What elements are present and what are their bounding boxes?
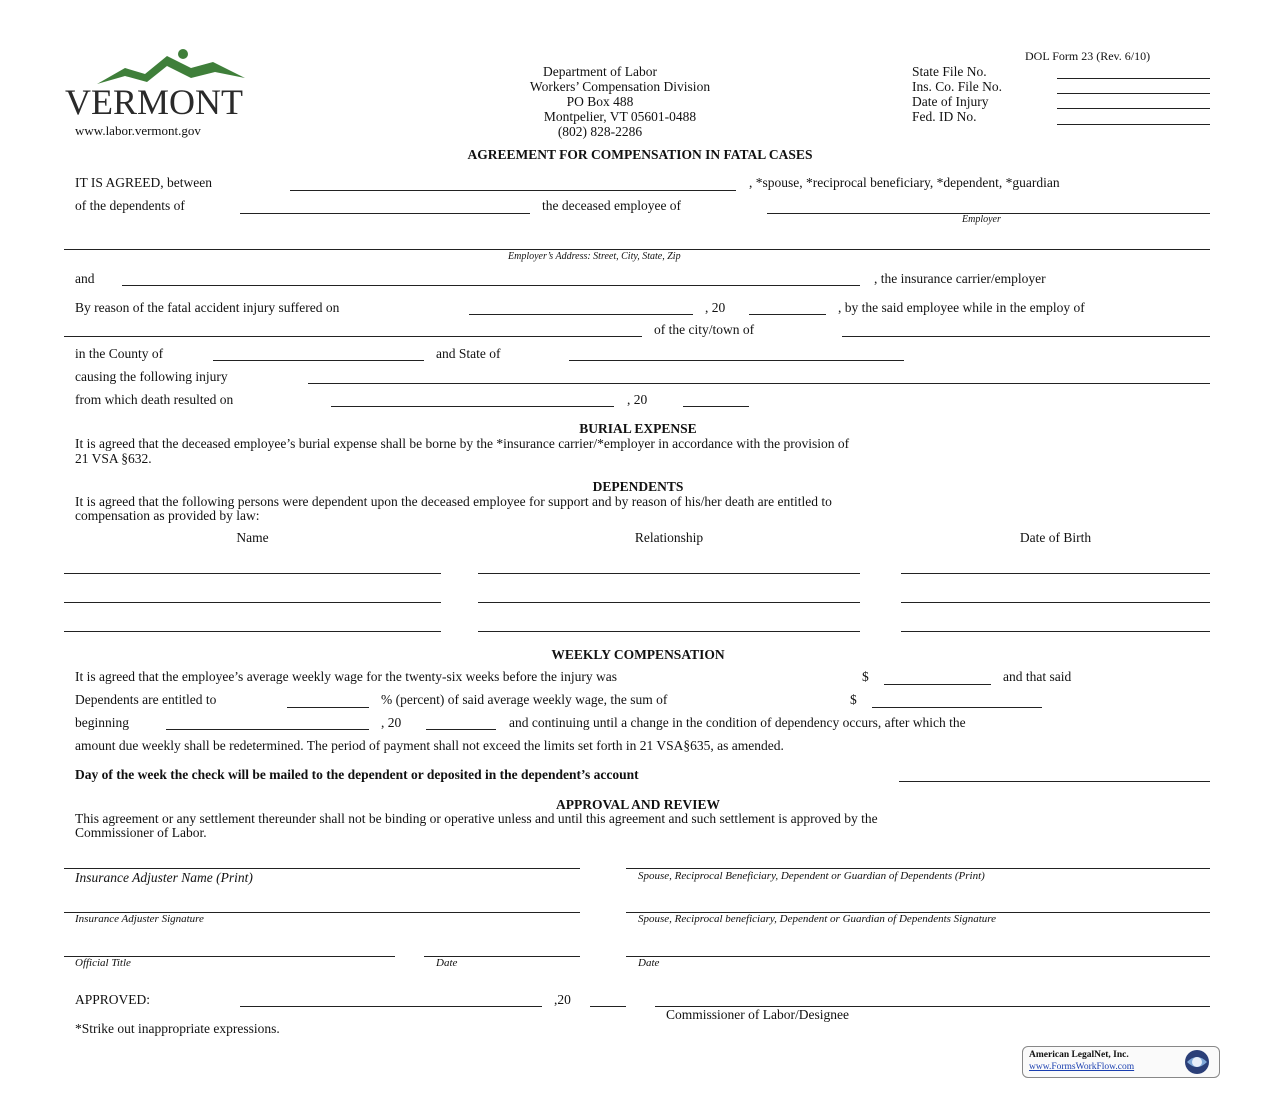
carrier-label: , the insurance carrier/employer: [874, 271, 1046, 286]
form-title: AGREEMENT FOR COMPENSATION IN FATAL CASES: [467, 147, 813, 162]
spouse-print-caption: Spouse, Reciprocal Beneficiary, Dependent or Guardian of Dependents (Print): [638, 870, 985, 882]
state-label: and State of: [436, 346, 501, 361]
dependents-entitled-label: Dependents are entitled to: [75, 692, 217, 707]
official-title-input[interactable]: [64, 940, 395, 956]
parties-text: , *spouse, *reciprocal beneficiary, *dependent, *guardian: [749, 175, 1060, 190]
fed-id-label: Fed. ID No.: [912, 109, 977, 124]
division-name: Workers’ Compensation Division: [529, 79, 711, 94]
dollar-sign-1: $: [862, 669, 869, 684]
adjuster-name-caption: Insurance Adjuster Name (Print): [75, 870, 253, 885]
globe-icon: [1181, 1048, 1213, 1076]
dependent-name-1[interactable]: [64, 557, 441, 573]
by-reason-label: By reason of the fatal accident injury suffered on: [75, 300, 340, 315]
city-town-label: of the city/town of: [654, 322, 755, 337]
address-city: Montpelier, VT 05601-0488: [543, 109, 697, 124]
adjuster-signature-input[interactable]: [64, 896, 580, 912]
website-link[interactable]: www.labor.vermont.gov: [75, 123, 201, 138]
approval-text-1: This agreement or any settlement thereunder shall not be binding or operative unless and until this agreement and such settlement is approved by the: [75, 811, 878, 826]
dependent-dob-3[interactable]: [901, 615, 1210, 631]
dependents-text-2: compensation as provided by law:: [75, 508, 260, 523]
employ-of-input[interactable]: [64, 320, 642, 336]
dependent-relationship-3[interactable]: [478, 615, 860, 631]
ins-file-input[interactable]: [1057, 77, 1210, 93]
approved-label: APPROVED:: [75, 992, 151, 1007]
injury-date-input[interactable]: [469, 298, 693, 314]
by-said-employee-label: , by the said employee while in the employ of: [838, 300, 1085, 315]
form-id: DOL Form 23 (Rev. 6/10): [1025, 49, 1151, 63]
ins-file-label: Ins. Co. File No.: [912, 79, 1003, 94]
date-injury-input[interactable]: [1057, 92, 1210, 108]
injury-description-input[interactable]: [308, 367, 1210, 383]
official-title-caption: Official Title: [75, 957, 131, 969]
spouse-signature-caption: Spouse, Reciprocal beneficiary, Dependent or Guardian of Dependents Signature: [638, 913, 997, 925]
adjuster-signature-caption: Insurance Adjuster Signature: [75, 913, 204, 925]
burial-heading: BURIAL EXPENSE: [579, 421, 697, 436]
and-label: and: [75, 271, 95, 286]
beginning-label: beginning: [75, 715, 129, 730]
weekly-line-4: amount due weekly shall be redetermined. The period of payment shall not exceed the limits set forth in 21 VSA§635, as amended.: [75, 738, 784, 753]
employer-address-input[interactable]: [64, 233, 1210, 249]
adjuster-date-input[interactable]: [424, 940, 580, 956]
adjuster-date-caption: Date: [436, 957, 458, 969]
state-file-input[interactable]: [1057, 62, 1210, 78]
death-year-input[interactable]: [683, 390, 749, 406]
dependent-dob-1[interactable]: [901, 557, 1210, 573]
day-of-week-input[interactable]: [899, 765, 1210, 781]
approval-heading: APPROVAL AND REVIEW: [555, 797, 721, 812]
employer-caption: Employer: [962, 214, 1001, 225]
commissioner-caption: Commissioner of Labor/Designee: [666, 1007, 849, 1022]
dependents-heading: DEPENDENTS: [592, 479, 684, 494]
weekly-heading: WEEKLY COMPENSATION: [551, 647, 725, 662]
state-file-label: State File No.: [912, 64, 987, 79]
of-dependents-label: of the dependents of: [75, 198, 185, 213]
dependent-name-3[interactable]: [64, 615, 441, 631]
dependent-dob-2[interactable]: [901, 586, 1210, 602]
approved-date-input[interactable]: [240, 990, 542, 1006]
deceased-employee-label: the deceased employee of: [542, 198, 682, 213]
spouse-date-input[interactable]: [626, 940, 1210, 956]
po-box: PO Box 488: [566, 94, 634, 109]
injury-label: causing the following injury: [75, 369, 228, 384]
col-dob: Date of Birth: [1019, 530, 1092, 545]
death-label: from which death resulted on: [75, 392, 234, 407]
adjuster-name-input[interactable]: [64, 852, 580, 868]
weekly-comma-20: , 20: [381, 715, 402, 730]
city-town-input[interactable]: [842, 320, 1210, 336]
date-injury-label: Date of Injury: [912, 94, 989, 109]
fed-id-input[interactable]: [1057, 108, 1210, 124]
county-input[interactable]: [213, 344, 424, 360]
vermont-logo-text: VERMONT: [65, 82, 243, 122]
vendor-name: American LegalNet, Inc.: [1029, 1050, 1129, 1060]
dept-name: Department of Labor: [543, 64, 657, 79]
carrier-input[interactable]: [122, 269, 860, 285]
spouse-date-caption: Date: [638, 957, 660, 969]
state-input[interactable]: [569, 344, 904, 360]
deceased-name-input[interactable]: [240, 197, 530, 213]
spouse-print-input[interactable]: [626, 852, 1210, 868]
dependent-relationship-2[interactable]: [478, 586, 860, 602]
avg-wage-input[interactable]: [884, 668, 991, 684]
injury-year-input[interactable]: [749, 298, 826, 314]
employer-address-caption: Employer’s Address: Street, City, State, Zip: [508, 251, 681, 262]
continuing-label: and continuing until a change in the condition of dependency occurs, after which the: [509, 715, 966, 730]
employer-input[interactable]: [767, 197, 1210, 213]
approved-year-input[interactable]: [590, 990, 626, 1006]
dollar-sign-2: $: [850, 692, 857, 707]
day-of-week-label: Day of the week the check will be mailed to the dependent or deposited in the dependent’s account: [75, 767, 639, 782]
approved-comma-20: ,20: [554, 992, 571, 1007]
comma-20-label: , 20: [705, 300, 726, 315]
county-label: in the County of: [75, 346, 164, 361]
dependent-relationship-1[interactable]: [478, 557, 860, 573]
dependent-name-2[interactable]: [64, 586, 441, 602]
it-is-agreed: IT IS AGREED, between: [75, 175, 212, 190]
col-relationship: Relationship: [634, 530, 704, 545]
burial-text-2: 21 VSA §632.: [75, 451, 152, 466]
phone: (802) 828-2286: [557, 124, 643, 139]
spouse-signature-input[interactable]: [626, 896, 1210, 912]
beginning-year-input[interactable]: [426, 713, 496, 729]
percent-label: % (percent) of said average weekly wage, the sum of: [381, 692, 668, 707]
beginning-date-input[interactable]: [166, 713, 369, 729]
death-date-input[interactable]: [331, 390, 614, 406]
weekly-sum-input[interactable]: [872, 691, 1042, 707]
burial-text-1: It is agreed that the deceased employee’s burial expense shall be borne by the *insurance carrier/*employer in accordance with the provision of: [75, 436, 850, 451]
claimant-input[interactable]: [290, 174, 736, 190]
vendor-url[interactable]: www.FormsWorkFlow.com: [1029, 1062, 1135, 1072]
legalnet-badge[interactable]: [1022, 1046, 1220, 1078]
dependents-text-1: It is agreed that the following persons were dependent upon the deceased employee for support and by reason of his/her death are entitled to: [75, 494, 832, 509]
col-name: Name: [236, 530, 269, 545]
percent-input[interactable]: [287, 691, 369, 707]
and-that-said-label: and that said: [1003, 669, 1072, 684]
strike-note: *Strike out inappropriate expressions.: [75, 1021, 280, 1036]
approval-text-2: Commissioner of Labor.: [75, 825, 207, 840]
weekly-line-1: It is agreed that the employee’s average weekly wage for the twenty-six weeks before the injury was: [75, 669, 618, 684]
comma-20b-label: , 20: [627, 392, 648, 407]
commissioner-signature-input[interactable]: [655, 990, 1210, 1006]
